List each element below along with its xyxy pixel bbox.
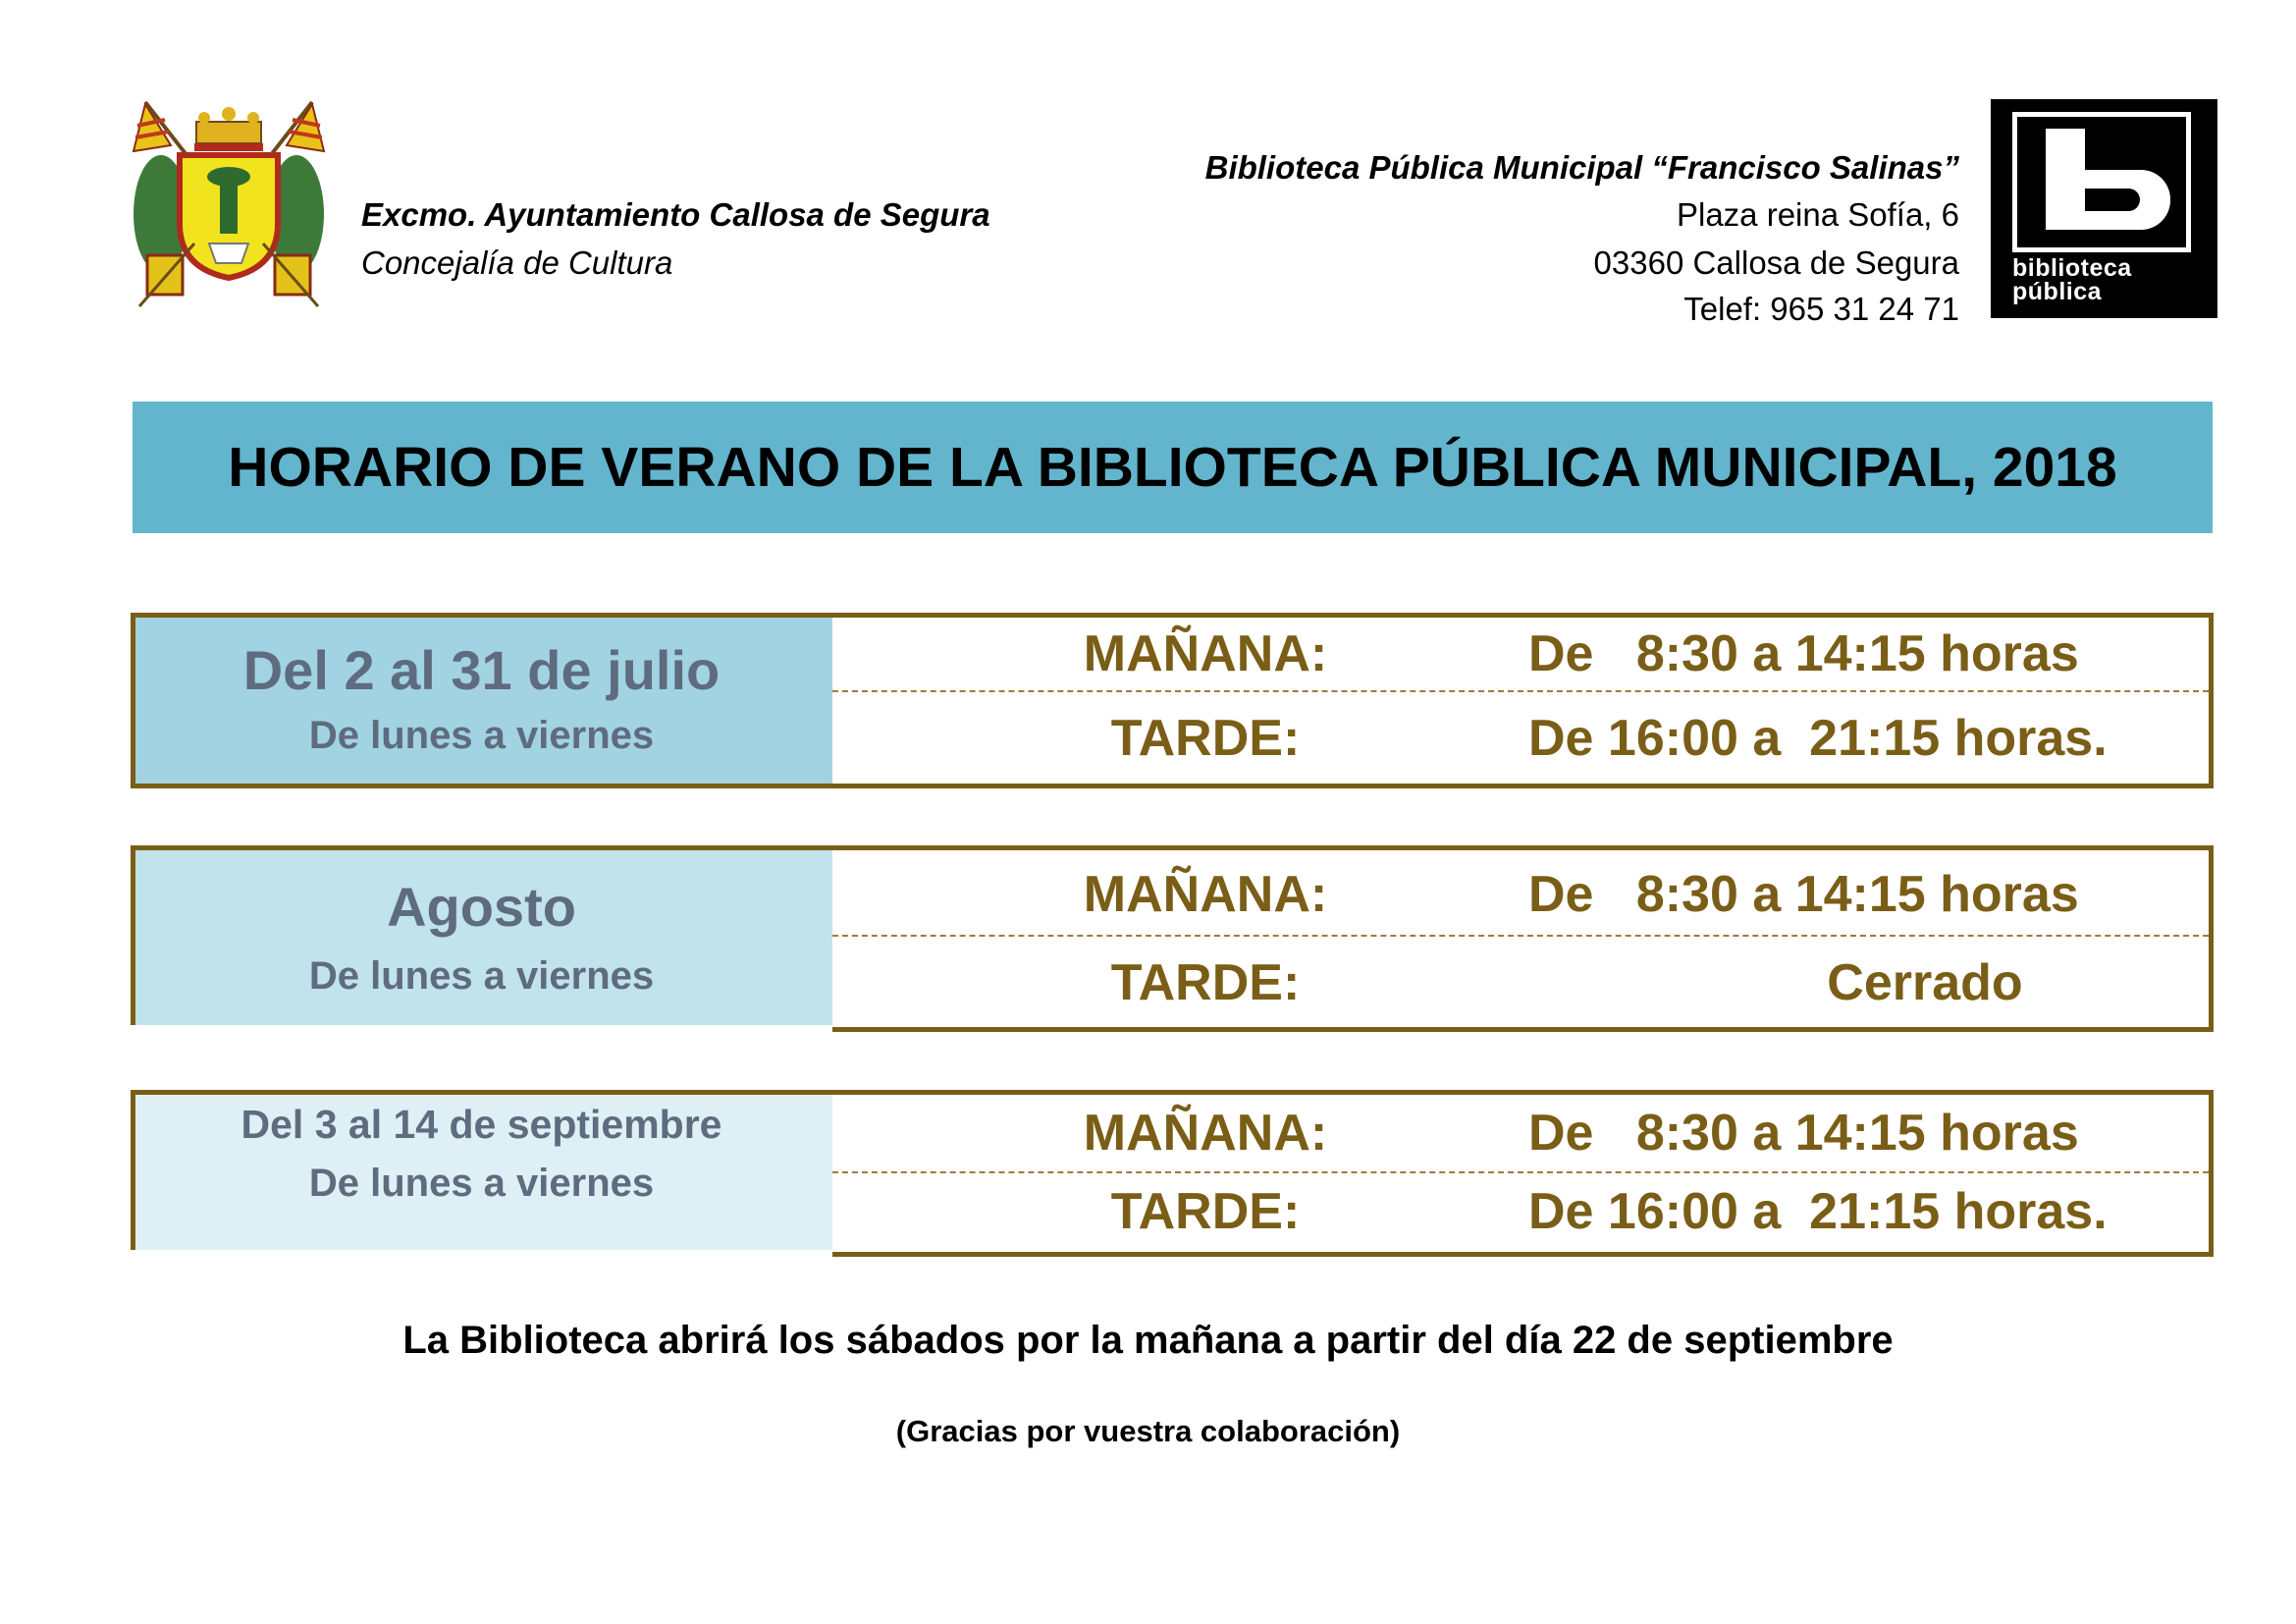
schedule-july xyxy=(131,613,2214,788)
library-name: Biblioteca Pública Municipal “Francisco Salinas” xyxy=(1204,149,1959,186)
afternoon-hours: Cerrado xyxy=(1827,954,2023,1011)
afternoon-label: TARDE: xyxy=(1110,1183,1301,1240)
morning-label: MAÑANA: xyxy=(1083,1105,1328,1162)
logo-b-hole xyxy=(2085,189,2140,211)
row-divider xyxy=(832,1171,2209,1173)
library-phone: Telef: 965 31 24 71 xyxy=(1683,291,1959,327)
morning-label: MAÑANA: xyxy=(1083,625,1328,682)
thanks-note: (Gracias por vuestra colaboración) xyxy=(895,1414,1401,1448)
library-city: 03360 Callosa de Segura xyxy=(1593,244,1959,281)
morning-label: MAÑANA: xyxy=(1083,866,1328,923)
morning-hours: De 8:30 a 14:15 horas xyxy=(1528,625,2079,682)
title-banner xyxy=(133,402,2213,533)
afternoon-label: TARDE: xyxy=(1110,954,1301,1011)
period-title: Del 3 al 14 de septiembre xyxy=(240,1102,722,1147)
coat-of-arms-icon xyxy=(126,96,332,308)
period-title: Agosto xyxy=(387,876,576,938)
row-divider xyxy=(832,690,2209,692)
row-divider xyxy=(832,935,2209,937)
afternoon-hours: De 16:00 a 21:15 horas. xyxy=(1528,1183,2108,1240)
schedule-august xyxy=(131,845,2214,1032)
saturday-note: La Biblioteca abrirá los sábados por la mañana a partir del día 22 de septiembre xyxy=(402,1319,1894,1362)
logo-text-line2: pública xyxy=(2012,278,2103,305)
afternoon-label: TARDE: xyxy=(1110,710,1301,767)
afternoon-hours: De 16:00 a 21:15 horas. xyxy=(1528,710,2108,767)
period-days: De lunes a viernes xyxy=(308,714,655,757)
logo-text-line1: biblioteca xyxy=(2012,254,2132,282)
morning-hours: De 8:30 a 14:15 horas xyxy=(1528,866,2079,923)
organization-department: Concejalía de Cultura xyxy=(361,244,673,281)
organization-name: Excmo. Ayuntamiento Callosa de Segura xyxy=(361,196,990,233)
page-title: HORARIO DE VERANO DE LA BIBLIOTECA PÚBLICA MUNICIPAL, 2018 xyxy=(228,436,2117,499)
schedule-september xyxy=(131,1090,2214,1257)
biblioteca-publica-logo xyxy=(1991,99,2217,318)
morning-hours: De 8:30 a 14:15 horas xyxy=(1528,1105,2079,1162)
period-title: Del 2 al 31 de julio xyxy=(242,639,721,701)
library-street: Plaza reina Sofía, 6 xyxy=(1676,196,1959,233)
period-days: De lunes a viernes xyxy=(308,954,655,998)
period-days: De lunes a viernes xyxy=(308,1162,655,1205)
